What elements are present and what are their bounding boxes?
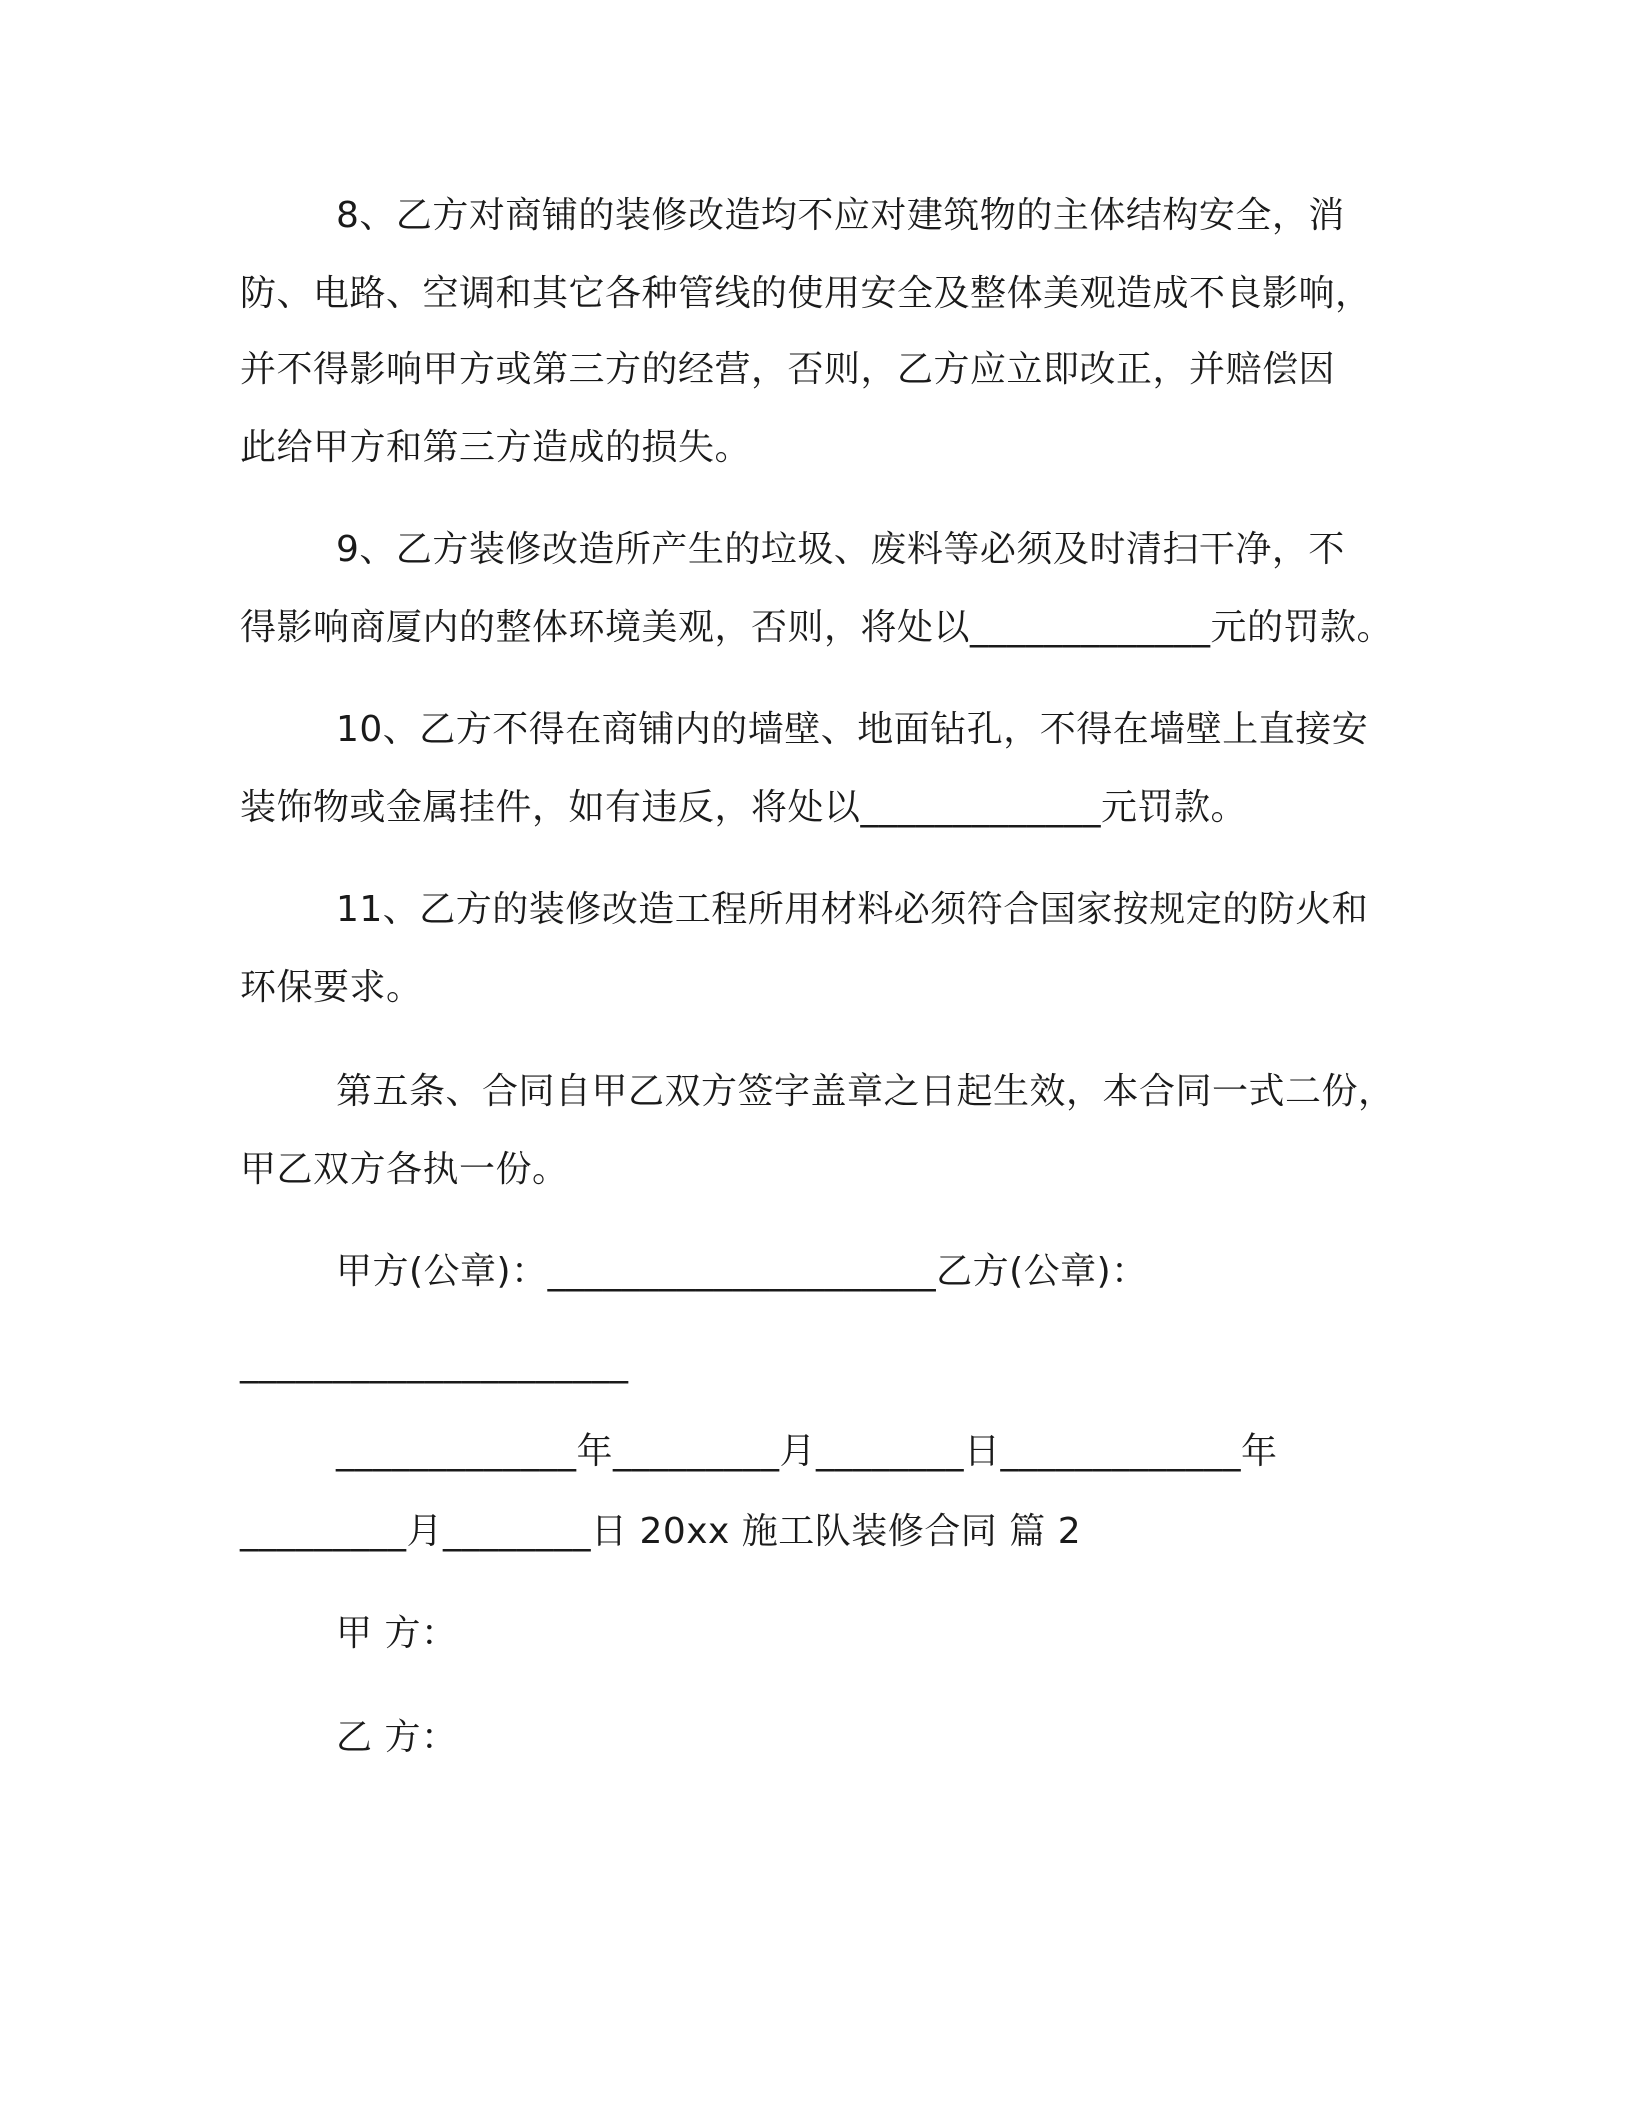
clause-8-line-4: 此给甲方和第三方造成的损失。	[240, 427, 752, 468]
party-b-label: 乙 方：	[336, 1717, 458, 1758]
clause-11-line-2: 环保要求。	[240, 967, 423, 1008]
clause-9-line-2: 得影响商厦内的整体环境美观，否则，将处以_____________元的罚款。	[240, 607, 1394, 648]
clause-8-line-2: 防、电路、空调和其它各种管线的使用安全及整体美观造成不良影响，	[240, 273, 1372, 314]
clause-10-line-1: 10、乙方不得在商铺内的墙壁、地面钻孔，不得在墙壁上直接安	[336, 709, 1369, 750]
clause-10-line-2: 装饰物或金属挂件，如有违反，将处以_____________元罚款。	[240, 787, 1248, 828]
signature-line-2: _____________________	[240, 1343, 629, 1384]
clause-8-line-3: 并不得影响甲方或第三方的经营，否则，乙方应立即改正，并赔偿因	[240, 349, 1336, 390]
signature-line-1: 甲方(公章)：_____________________乙方(公章)：	[336, 1251, 1148, 1292]
date-line-2: _________月________日 20xx 施工队装修合同 篇 2	[240, 1511, 1082, 1552]
article-5-line-2: 甲乙双方各执一份。	[240, 1149, 569, 1190]
clause-11-line-1: 11、乙方的装修改造工程所用材料必须符合国家按规定的防火和	[336, 889, 1369, 930]
party-a-label: 甲 方：	[336, 1613, 458, 1654]
clause-8-line-1: 8、乙方对商铺的装修改造均不应对建筑物的主体结构安全，消	[336, 195, 1345, 236]
article-5-line-1: 第五条、合同自甲乙双方签字盖章之日起生效，本合同一式二份，	[336, 1071, 1395, 1112]
clause-9-line-1: 9、乙方装修改造所产生的垃圾、废料等必须及时清扫干净，不	[336, 529, 1345, 570]
date-line-1: _____________年_________月________日_____________年	[336, 1431, 1278, 1472]
